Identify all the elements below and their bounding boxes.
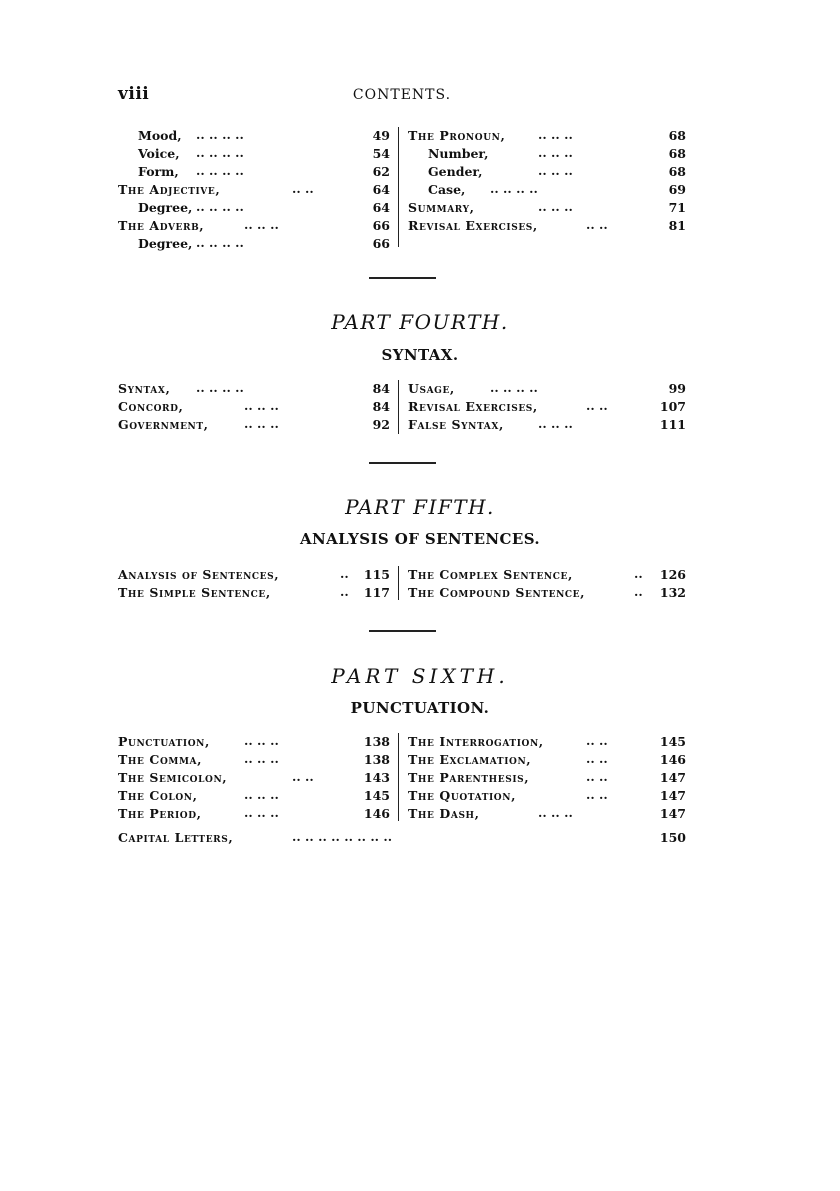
leader-dots: .. [634,584,643,599]
leader-dots: .. .. .. [538,805,573,820]
entry-label: Revisal Exercises, [408,218,538,233]
entry-page: 150 [659,830,686,845]
entry-label: The Period, [118,806,202,821]
toc-entry [118,235,390,253]
leader-dots: .. .. .. [538,199,573,214]
entry-page: 66 [372,218,390,233]
entry-label: Analysis of Sentences, [118,567,280,582]
leader-dots: .. [340,584,349,599]
leader-dots: .. .. [292,181,314,196]
entry-page: 132 [659,585,686,600]
toc-entry [118,584,390,602]
column-divider [398,566,399,600]
page-title: CONTENTS. [352,87,452,103]
entry-page: 92 [372,417,390,432]
entry-label: The Quotation, [408,788,517,803]
leader-dots: .. .. .. .. [490,181,538,196]
toc-entry [118,181,390,199]
entry-label: The Compound Sentence, [408,585,586,600]
entry-label: Punctuation, [118,734,210,749]
toc-entry [408,805,686,823]
entry-label: Usage, [408,381,455,396]
leader-dots: .. .. [292,769,314,784]
entry-label: The Colon, [118,788,198,803]
entry-label: Concord, [118,399,184,414]
section-rule [369,630,436,632]
toc-entry [118,769,390,787]
toc-entry [118,733,390,751]
toc-right-column [408,733,686,823]
entry-page: 111 [659,417,686,432]
entry-page: 64 [372,182,390,197]
toc-punctuation [118,733,686,853]
section-rule [369,462,436,464]
toc-entry [408,145,686,163]
entry-label: The Exclamation, [408,752,532,767]
leader-dots: .. .. .. [538,127,573,142]
toc-entry [408,163,686,181]
toc-entry [118,751,390,769]
entry-page: 143 [363,770,390,785]
entry-page: 145 [659,734,686,749]
entry-page: 115 [363,567,390,582]
leader-dots: .. .. .. [244,805,279,820]
entry-label: The Adverb, [118,218,205,233]
leader-dots: .. .. [586,217,608,232]
leader-dots: .. .. [586,398,608,413]
page-number: viii [118,84,150,104]
leader-dots: .. .. .. [244,398,279,413]
leader-dots: .. .. [586,769,608,784]
entry-page: 68 [668,164,686,179]
toc-continued [118,127,686,254]
leader-dots: .. .. .. .. [196,127,244,142]
entry-label: The Complex Sentence, [408,567,573,582]
entry-page: 54 [372,146,390,161]
toc-left-column [118,733,390,823]
leader-dots: .. .. .. .. [196,145,244,160]
toc-analysis [118,566,686,604]
toc-left-column [118,566,390,602]
leader-dots: .. .. .. [244,217,279,232]
column-divider [398,380,399,434]
toc-entry [408,733,686,751]
toc-entry [118,398,390,416]
part-fourth-subtitle: SYNTAX. [381,346,459,364]
toc-right-column [408,380,686,434]
leader-dots: .. .. [586,751,608,766]
entry-page: 147 [659,806,686,821]
entry-page: 68 [668,146,686,161]
running-head [118,84,686,106]
entry-label: Capital Letters, [118,830,234,845]
leader-dots: .. .. .. .. [196,235,244,250]
part-sixth-subtitle: PUNCTUATION. [350,699,490,717]
toc-entry [408,769,686,787]
toc-entry [118,787,390,805]
toc-entry [408,217,686,235]
leader-dots: .. .. .. .. [490,380,538,395]
entry-page: 84 [372,381,390,396]
toc-entry-capital-letters [118,829,686,847]
toc-entry [118,805,390,823]
toc-entry [408,199,686,217]
toc-entry [118,163,390,181]
entry-label: The Simple Sentence, [118,585,271,600]
toc-entry [408,181,686,199]
toc-entry [408,127,686,145]
entry-page: 126 [659,567,686,582]
entry-page: 145 [363,788,390,803]
entry-page: 66 [372,236,390,251]
toc-entry [118,217,390,235]
entry-page: 69 [668,182,686,197]
entry-page: 147 [659,770,686,785]
leader-dots: .. .. .. [538,145,573,160]
toc-entry [118,380,390,398]
entry-label: The Pronoun, [408,128,506,143]
entry-page: 62 [372,164,390,179]
leader-dots: .. .. .. .. .. .. .. .. [292,829,393,844]
entry-page: 68 [668,128,686,143]
entry-label: The Comma, [118,752,203,767]
toc-entry [408,584,686,602]
entry-label: The Interrogation, [408,734,544,749]
entry-page: 107 [659,399,686,414]
entry-page: 147 [659,788,686,803]
leader-dots: .. .. .. [244,787,279,802]
part-sixth-title: PART SIXTH. [331,664,509,688]
part-fourth-title: PART FOURTH. [331,310,509,334]
entry-label: Number, [428,146,489,161]
toc-entry [118,199,390,217]
entry-label: Case, [428,182,466,197]
part-fifth-title: PART FIFTH. [345,495,495,519]
toc-entry [408,787,686,805]
entry-label: Summary, [408,200,475,215]
leader-dots: .. .. [586,733,608,748]
entry-page: 84 [372,399,390,414]
entry-label: The Semicolon, [118,770,228,785]
entry-page: 99 [668,381,686,396]
entry-label: Syntax, [118,381,171,396]
column-divider [398,127,399,247]
leader-dots: .. .. .. .. [196,199,244,214]
entry-page: 138 [363,752,390,767]
toc-entry [408,380,686,398]
leader-dots: .. .. .. [244,416,279,431]
entry-page: 146 [659,752,686,767]
entry-page: 71 [668,200,686,215]
entry-label: Government, [118,417,209,432]
toc-left-column [118,380,390,434]
leader-dots: .. .. .. [244,733,279,748]
entry-label: False Syntax, [408,417,504,432]
leader-dots: .. .. .. [538,416,573,431]
entry-label: Form, [138,164,179,179]
part-fifth-subtitle: ANALYSIS OF SENTENCES. [299,530,541,548]
entry-page: 81 [668,218,686,233]
entry-label: The Adjective, [118,182,221,197]
entry-label: Gender, [428,164,483,179]
toc-entry [118,127,390,145]
toc-entry [118,416,390,434]
entry-label: Revisal Exercises, [408,399,538,414]
toc-syntax [118,380,686,436]
toc-entry [408,398,686,416]
toc-right-column [408,127,686,235]
leader-dots: .. .. .. [244,751,279,766]
toc-left-column [118,127,390,253]
entry-label: Degree, [138,200,193,215]
toc-entry [408,416,686,434]
toc-entry [408,751,686,769]
entry-page: 146 [363,806,390,821]
entry-page: 64 [372,200,390,215]
leader-dots: .. .. .. [538,163,573,178]
leader-dots: .. [340,566,349,581]
entry-label: Voice, [138,146,180,161]
toc-entry [408,566,686,584]
entry-page: 117 [363,585,390,600]
leader-dots: .. .. .. .. [196,163,244,178]
toc-entry [118,566,390,584]
entry-label: The Parenthesis, [408,770,530,785]
toc-right-column [408,566,686,602]
leader-dots: .. [634,566,643,581]
entry-label: Mood, [138,128,182,143]
leader-dots: .. .. .. .. [196,380,244,395]
section-rule [369,277,436,279]
entry-label: Degree, [138,236,193,251]
toc-entry [118,145,390,163]
leader-dots: .. .. [586,787,608,802]
entry-page: 49 [372,128,390,143]
entry-label: The Dash, [408,806,480,821]
column-divider [398,733,399,821]
entry-page: 138 [363,734,390,749]
